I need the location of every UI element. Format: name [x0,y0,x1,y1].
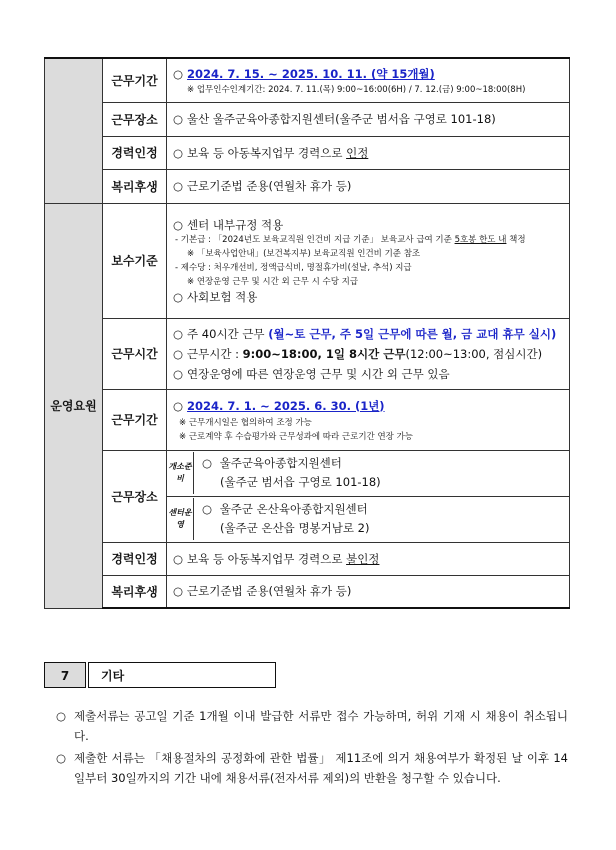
value-op-career: ○ 보육 등 아동복지업무 경력으로 불인정 [167,542,570,575]
row-hours [45,318,570,389]
value-work-period [167,58,570,102]
section-title: 기타 [88,662,276,688]
row-pay [45,203,570,318]
notice-paragraph-1: ○ 제출서류는 공고일 기준 1개월 이내 발급한 서류만 접수 가능하며, 허위 기재 시 채용이 취소됩니다. [56,706,568,746]
group-cell-empty [45,58,103,203]
label-career: 경력인정 [103,136,167,169]
label-op-place: 근무장소 [103,450,167,542]
tag-operate: 센터운영 [167,498,194,540]
value-op-period: ○ 2024. 7. 1. ~ 2025. 6. 30. (1년) ※ 근무개시일은 협의하여 조정 가능 ※ 근로계약 후 수습평가와 근무성과에 따라 근로기간 연장 가능 [167,389,570,450]
section-number: 7 [44,662,86,688]
group-label-operation: 운영요원 [45,203,103,608]
place-entry-2: 센터운영 ○ 울주군 온산육아종합지원센터 (울주군 온산읍 명봉거남로 2) [167,496,570,542]
row-work-place [45,102,570,136]
label-work-period: 근무기간 [103,58,167,102]
label-op-period: 근무기간 [103,389,167,450]
label-hours: 근무시간 [103,318,167,389]
row-welfare [45,169,570,203]
bullet: ○ [56,709,67,723]
row-op-welfare [45,575,570,608]
label-pay: 보수기준 [103,203,167,318]
tag-prep: 개소준비 [167,452,194,494]
row-op-career [45,542,570,575]
row-op-period [45,389,570,450]
label-welfare: 복리후생 [103,169,167,203]
employment-conditions-table [44,57,570,609]
value-op-welfare: ○ 근로기준법 준용(연월차 휴가 등) [167,575,570,608]
bullet: ○ [173,67,184,82]
value-welfare: ○ 근로기준법 준용(연월차 휴가 등) [167,169,570,203]
label-work-place: 근무장소 [103,102,167,136]
label-op-welfare: 복리후생 [103,575,167,608]
period-dates: 2024. 7. 15. ~ 2025. 10. 11. (약 15개월) [187,67,435,82]
row-career [45,136,570,169]
notice-paragraph-2: ○ 제출한 서류는 「채용절차의 공정화에 관한 법률」 제11조에 의거 채용여부가 확정된 날 이후 14일부터 30일까지의 기간 내에 채용서류(전자서류 제외)의 반환을 청구할 수 있습니다. [56,748,568,788]
row-work-period [45,58,570,102]
row-op-place-1 [45,450,570,496]
bullet: ○ [56,751,67,765]
value-career: ○ 보육 등 아동복지업무 경력으로 인정 [167,136,570,169]
place-entry-1: 개소준비 ○ 울주군육아종합지원센터 (울주군 범서읍 구영로 101-18) [167,450,570,496]
value-pay: ○ 센터 내부규정 적용 - 기본급 : 「2024년도 보육교직원 인건비 지급 기준」 보육교사 급여 기준 5호봉 한도 내 책정 ※ 「보육사업안내」(보건복지부) 보육교직원 인건비 기준 참조 - 제수당 : 처우개선비, 정액급식비, 명절휴가비(설날, 추석) 지급 ※ 연장운영 근무 및 시간 외 근무 시 수당 지급 ○ 사회보험 적용 [167,203,570,318]
label-op-career: 경력인정 [103,542,167,575]
handover-note: ※ 업무인수인계기간: 2024. 7. 11.(목) 9:00~16:00(6H) / 7. 12.(금) 9:00~18:00(8H) [187,85,526,96]
value-work-place: ○ 울산 울주군육아종합지원센터(울주군 범서읍 구영로 101-18) [167,102,570,136]
value-hours: ○ 주 40시간 근무 (월~토 근무, 주 5일 근무에 따른 월, 금 교대 휴무 실시) ○ 근무시간 : 9:00~18:00, 1일 8시간 근무(12:00~13:00, 점심시간) ○ 연장운영에 따른 연장운영 근무 및 시간 외 근무 있음 [167,318,570,389]
